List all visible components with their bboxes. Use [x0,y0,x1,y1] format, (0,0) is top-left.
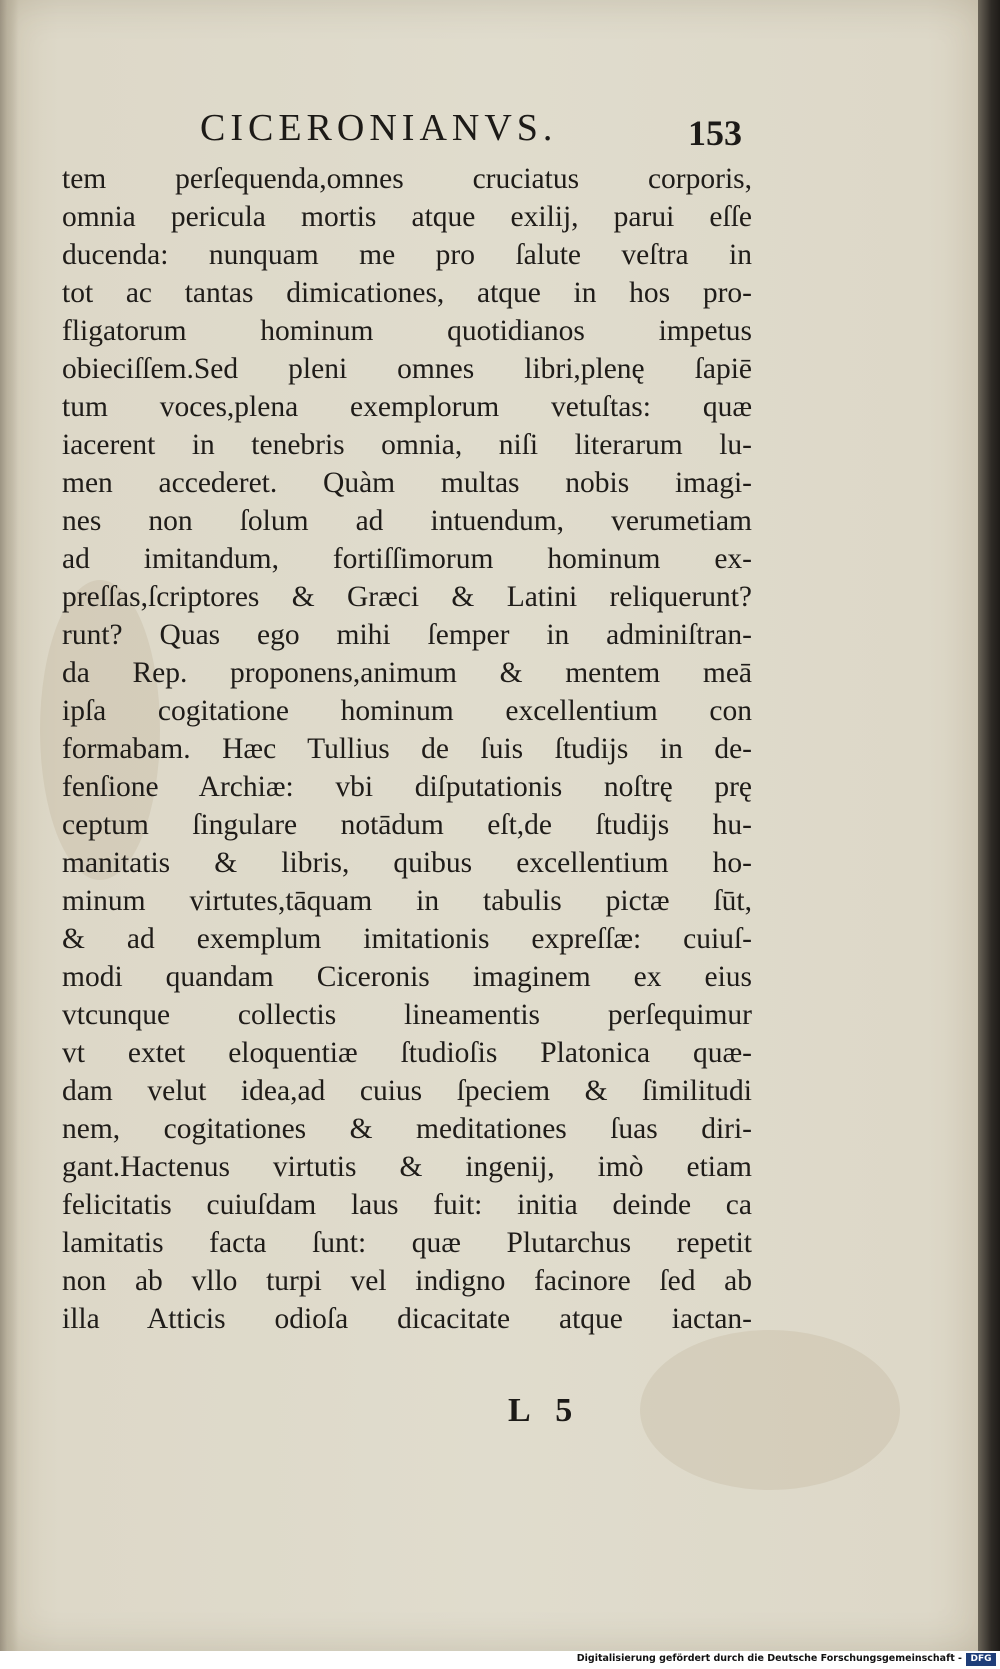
dfg-logo[interactable]: DFG [966,1653,996,1666]
text-line: non ab vllo turpi vel indigno facinore ſed ab [62,1265,752,1297]
text-line: formabam. Hæc Tullius de ſuis ſtudijs in de- [62,733,752,765]
text-line: ipſa cogitatione hominum excellentium con [62,695,752,727]
text-line: nes non ſolum ad intuendum, verumetiam [62,505,752,537]
text-line: illa Atticis odioſa dicacitate atque iactan- [62,1303,752,1335]
text-line: fligatorum hominum quotidianos impetus [62,315,752,347]
text-line: minum virtutes,tāquam in tabulis pictæ ſūt, [62,885,752,917]
text-line: ducenda: nunquam me pro ſalute veſtra in [62,239,752,271]
text-line: manitatis & libris, quibus excellentium ho- [62,847,752,879]
paper-stain [640,1330,900,1490]
text-line: tot ac tantas dimicationes, atque in hos pro- [62,277,752,309]
text-line: ceptum ſingulare notādum eſt,de ſtudijs hu- [62,809,752,841]
text-line: tem perſequenda,omnes cruciatus corporis, [62,163,752,195]
funding-credit: Digitalisierung gefördert durch die Deutsche Forschungsgemeinschaft - [576,1653,962,1664]
text-line: iacerent in tenebris omnia, niſi literarum lu- [62,429,752,461]
book-edge [978,0,1000,1651]
text-line: & ad exemplum imitationis expreſſæ: cuiuſ- [62,923,752,955]
text-line: tum voces,plena exemplorum vetuſtas: quæ [62,391,752,423]
page-header [0,106,986,156]
footer-bar [0,1651,1000,1669]
text-block [62,160,752,1338]
text-line: omnia pericula mortis atque exilij, parui eſſe [62,201,752,233]
text-line: vt extet eloquentiæ ſtudioſis Platonica quæ- [62,1037,752,1069]
text-line: felicitatis cuiuſdam laus fuit: initia deinde ca [62,1189,752,1221]
text-line: modi quandam Ciceronis imaginem ex eius [62,961,752,993]
text-line: dam velut idea,ad cuius ſpeciem & ſimilitudi [62,1075,752,1107]
page-number: 153 [688,113,742,153]
text-line: preſſas,ſcriptores & Græci & Latini reliquerunt? [62,581,752,613]
text-line: gant.Hactenus virtutis & ingenij, imò etiam [62,1151,752,1183]
text-line: lamitatis facta ſunt: quæ Plutarchus repetit [62,1227,752,1259]
spine-shadow [0,0,18,1651]
running-head: CICERONIANVS. [200,107,558,149]
text-line: runt? Quas ego mihi ſemper in adminiſtran- [62,619,752,651]
text-line: da Rep. proponens,animum & mentem meā [62,657,752,689]
text-line: ad imitandum, fortiſſimorum hominum ex- [62,543,752,575]
text-line: vtcunque collectis lineamentis perſequimur [62,999,752,1031]
text-line: nem, cogitationes & meditationes ſuas diri- [62,1113,752,1145]
text-line: men accederet. Quàm multas nobis imagi- [62,467,752,499]
signature-mark: L 5 [508,1392,573,1429]
text-line: fenſione Archiæ: vbi diſputationis noſtrę prę [62,771,752,803]
text-line: obieciſſem.Sed pleni omnes libri,plenę ſapiē [62,353,752,385]
